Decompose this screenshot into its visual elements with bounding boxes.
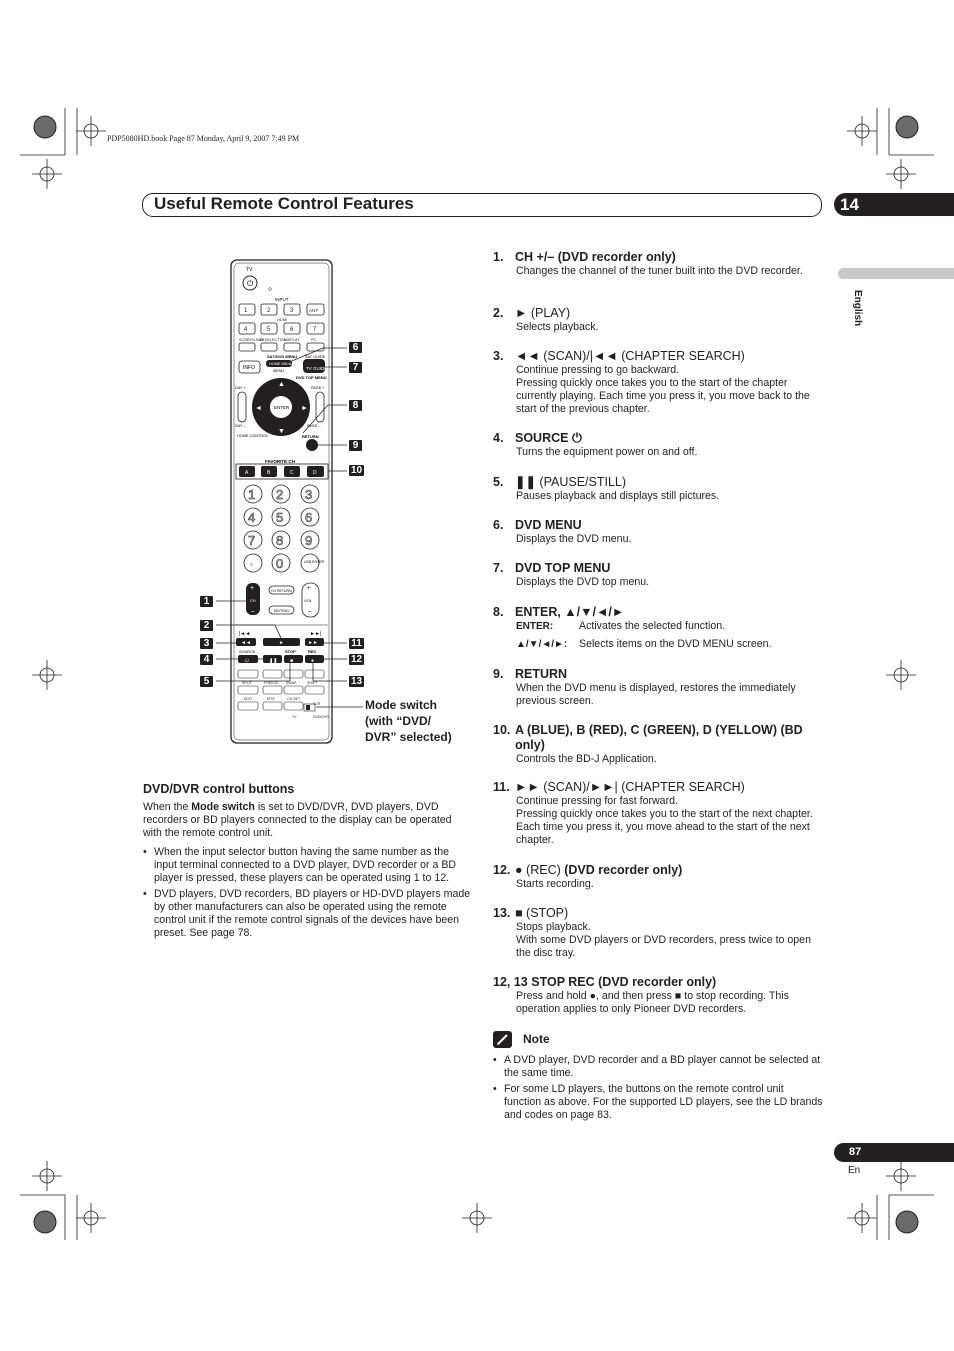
- arrow-desc: Selects items on the DVD MENU screen.: [579, 638, 772, 650]
- chapter-number: 14: [840, 195, 859, 214]
- item-title: ENTER, ▲/▼/◄/►: [515, 605, 625, 619]
- callout-1: 1: [200, 596, 213, 607]
- left-bullet: • When the input selector button having the same number as the input terminal connected to a DVD player, DVD recorder or a BD player is pressed, these players can be operated using 1 to 12.: [143, 846, 473, 885]
- remote-mts: MTS: [267, 697, 275, 701]
- callout-6: 6: [349, 342, 362, 353]
- remote-digit-4: 4: [248, 510, 256, 525]
- remote-display: DISPLAY: [284, 338, 300, 342]
- item-desc: Press and hold ●, and then press ■ to stop recording. This operation applies to only Pioneer DVD recorders.: [516, 990, 789, 1015]
- list-item: [493, 431, 825, 459]
- file-info: PDP5080HD.book Page 87 Monday, April 9, 2007 7:49 PM: [107, 134, 300, 143]
- item-number: 1.: [493, 250, 504, 264]
- item-desc: Starts recording.: [516, 878, 594, 890]
- remote-input-1: 1: [244, 308, 248, 314]
- stop-symbol: ■: [515, 906, 523, 920]
- item-desc: Selects playback.: [516, 321, 599, 333]
- remote-favorite-ch: FAVORITE CH: [265, 459, 295, 464]
- list-item: [493, 723, 825, 766]
- remote-input-2: 2: [267, 308, 271, 314]
- remote-hdmi-7: 7: [313, 327, 317, 333]
- remote-hdmi-4: 4: [244, 327, 248, 333]
- callout-7: 7: [349, 362, 362, 373]
- enter-desc: Activates the selected function.: [579, 620, 726, 632]
- item-number: 2.: [493, 306, 504, 320]
- intro-bold: Mode switch: [191, 801, 255, 813]
- item-desc: Controls the BD-J Application.: [516, 753, 657, 765]
- item-title-bold: (DVD recorder only): [564, 863, 683, 877]
- remote-enter: ENTER: [274, 405, 290, 410]
- remote-vol: VOL: [304, 598, 313, 603]
- remote-hdmi-6: 6: [290, 327, 294, 333]
- remote-usb-enter: USB ENTER: [304, 560, 325, 564]
- remote-digit-9: 9: [305, 533, 313, 548]
- svg-text:–: –: [251, 608, 255, 615]
- remote-shift: SHIFT: [307, 681, 318, 685]
- item-number: 4.: [493, 431, 504, 445]
- mode-switch-caption-line: Mode switch: [365, 698, 438, 712]
- note-label: Note: [523, 1032, 550, 1046]
- remote-input-label: INPUT: [275, 297, 289, 302]
- remote-mode-tv: TV: [292, 715, 297, 719]
- remote-swap: SWAP: [286, 681, 297, 685]
- remote-hdmi-5: 5: [267, 327, 271, 333]
- callout-3: 3: [200, 638, 213, 649]
- item-number: 5.: [493, 475, 504, 489]
- list-item: [493, 306, 825, 334]
- page-number: 87: [849, 1146, 862, 1158]
- list-item: [493, 349, 825, 416]
- item-desc: Pressing quickly once takes you to the start of the chapter currently playing. Each time you press it, you move back to the start of the previous chapter.: [516, 377, 810, 415]
- svg-text:❚❚: ❚❚: [269, 658, 278, 664]
- remote-rec: REC: [308, 649, 317, 654]
- list-item: [493, 561, 825, 589]
- language-label: English: [852, 290, 863, 327]
- remote-digit-dot: •: [250, 560, 253, 569]
- callout-9: 9: [349, 440, 362, 451]
- remote-ch-return: CH RETURN: [271, 589, 292, 593]
- remote-ch: CH: [250, 598, 256, 603]
- svg-text:▼: ▼: [278, 428, 285, 435]
- item-title: (PLAY): [527, 306, 571, 320]
- remote-sat-dvd-menu: SAT/DVD MENU: [267, 354, 298, 359]
- svg-text:+: +: [307, 586, 311, 592]
- remote-digit-7: 7: [248, 533, 256, 548]
- svg-text:◄: ◄: [255, 405, 262, 412]
- remote-av-selection: AV SELECTION: [259, 338, 287, 342]
- item-title: A (BLUE), B (RED), C (GREEN), D (YELLOW) (BD only): [515, 723, 803, 752]
- item-number: 9.: [493, 667, 504, 681]
- remote-screen-size: SCREEN SIZE: [239, 338, 265, 342]
- play-symbol: ►: [515, 306, 528, 320]
- remote-digit-3: 3: [305, 487, 313, 502]
- remote-muting: MUTING: [274, 609, 289, 613]
- remote-digit-0: 0: [276, 556, 284, 571]
- left-bullet-text: DVD players, DVD recorders, BD players or HD-DVD players made by other manufacturers can also be operated using the remote control unit if the remote control signals of the devices have been preset. See page 78.: [154, 888, 471, 939]
- list-item: [493, 863, 825, 891]
- remote-day-plus: DAY +: [235, 386, 246, 390]
- item-number: 10.: [493, 723, 511, 737]
- remote-fav-a: A: [245, 470, 249, 476]
- remote-dvd-top-menu: DVD TOP MENU: [296, 375, 327, 380]
- item-desc: When the DVD menu is displayed, restores the immediately previous screen.: [516, 682, 796, 707]
- item-desc: Changes the channel of the tuner built into the DVD recorder.: [516, 265, 803, 277]
- remote-control-illustration: [195, 255, 365, 750]
- list-item: [493, 605, 825, 651]
- svg-text:◄◄: ◄◄: [241, 640, 251, 646]
- item-desc: Turns the equipment power on and off.: [516, 446, 698, 458]
- item-desc: Displays the DVD menu.: [516, 533, 632, 545]
- remote-digit-1: 1: [248, 487, 256, 502]
- item-number: 7.: [493, 561, 504, 575]
- svg-text:▲: ▲: [278, 381, 285, 388]
- svg-text:►►: ►►: [308, 640, 318, 646]
- remote-page-minus: PAGE –: [307, 424, 321, 428]
- remote-tv-label: TV: [246, 267, 253, 273]
- rec-symbol: ●: [515, 863, 523, 877]
- remote-fav-b: B: [267, 470, 271, 476]
- remote-home-menu: HOME MENU: [269, 362, 293, 366]
- page-lang: En: [848, 1165, 861, 1176]
- list-item: [493, 475, 825, 503]
- item-title: RETURN: [515, 667, 568, 681]
- item-number: 12.: [493, 863, 511, 877]
- remote-day-minus: DAY –: [235, 424, 246, 428]
- list-item: [493, 667, 825, 708]
- callout-2: 2: [200, 620, 213, 631]
- item-number: 13.: [493, 906, 511, 920]
- note-bullet: • A DVD player, DVD recorder and a BD player cannot be selected at the same time.: [493, 1054, 823, 1080]
- svg-text:⏻: ⏻: [245, 658, 249, 664]
- callout-8: 8: [349, 400, 362, 411]
- list-item: [493, 250, 825, 278]
- section-heading: DVD/DVR control buttons: [143, 782, 295, 796]
- svg-text:●: ●: [311, 658, 315, 664]
- list-item: [493, 906, 825, 960]
- remote-menu: MENU: [273, 369, 285, 373]
- remote-fav-c: C: [290, 470, 294, 476]
- item-title: (REC): [522, 863, 565, 877]
- callout-11: 11: [349, 638, 364, 649]
- remote-digit-8: 8: [276, 533, 284, 548]
- remote-freeze: FREEZE: [264, 681, 279, 685]
- remote-split: SPLIT: [242, 681, 252, 685]
- remote-ant: ANT: [309, 308, 318, 313]
- item-title: DVD TOP MENU: [515, 561, 611, 575]
- item-desc: With some DVD players or DVD recorders, press twice to open the disc tray.: [516, 934, 811, 959]
- item-title: DVD MENU: [515, 518, 582, 532]
- svg-text:⏻: ⏻: [247, 279, 254, 288]
- callout-13: 13: [350, 676, 363, 687]
- svg-text:►: ►: [279, 640, 284, 646]
- pause-symbol: ❚❚: [515, 475, 536, 489]
- remote-page-plus: PAGE +: [311, 386, 325, 390]
- callout-4: 4: [200, 654, 213, 665]
- page-title: Useful Remote Control Features: [154, 194, 414, 213]
- remote-mode-dvd: DVD/DVR: [313, 715, 329, 719]
- enter-key: ENTER:: [516, 621, 554, 632]
- remote-info: INFO: [243, 365, 255, 371]
- callout-5: 5: [200, 676, 213, 687]
- remote-stop: STOP: [285, 649, 296, 654]
- item-desc: Stops playback.: [516, 921, 591, 933]
- remote-digit-5: 5: [276, 510, 284, 525]
- item-number: 8.: [493, 605, 504, 619]
- item-desc: Continue pressing for fast forward.: [516, 795, 678, 807]
- list-item: [493, 975, 825, 1016]
- mode-switch-caption-line: (with “DVD/: [365, 714, 431, 728]
- note-bullet: • For some LD players, the buttons on the remote control unit function as above. For the supported LD players, see the LD brands and codes on page 83.: [493, 1083, 823, 1121]
- remote-digit-6: 6: [305, 510, 313, 525]
- item-title: (SCAN)/►►| (CHAPTER SEARCH): [539, 780, 745, 794]
- remote-digit-2: 2: [276, 487, 284, 502]
- item-desc: Displays the DVD top menu.: [516, 576, 650, 588]
- list-item: [493, 780, 825, 847]
- side-tab: [838, 268, 954, 279]
- remote-edit: EDIT: [244, 697, 253, 701]
- item-title: (PAUSE/STILL): [535, 475, 627, 489]
- remote-home-control: HOME CONTROL: [237, 434, 269, 438]
- remote-input-3: 3: [290, 308, 294, 314]
- svg-text:►: ►: [301, 405, 308, 412]
- item-title: SOURCE ⏻: [515, 431, 582, 445]
- remote-sat-guide: SAT GUIDE: [305, 355, 326, 359]
- arrow-keys: ▲/▼/◄/►:: [516, 639, 568, 650]
- mode-switch-caption-line: DVR” selected): [365, 730, 452, 744]
- note-bullet-text: For some LD players, the buttons on the remote control unit function as above. For the supported LD players, see the LD brands and codes on page 83.: [504, 1083, 823, 1121]
- item-number: 3.: [493, 349, 504, 363]
- remote-pc: PC: [311, 338, 317, 342]
- intro-pre: When the: [143, 801, 192, 813]
- item-number: 11.: [493, 780, 510, 794]
- callout-10: 10: [350, 465, 363, 476]
- scan-forward-symbol: ►►: [515, 780, 540, 794]
- note-bullet-text: A DVD player, DVD recorder and a BD player cannot be selected at the same time.: [504, 1054, 821, 1079]
- item-title: CH +/– (DVD recorder only): [515, 250, 676, 264]
- remote-mode-vcr: VCR: [313, 702, 321, 706]
- pencil-icon: [493, 1031, 512, 1048]
- svg-text:►►|: ►►|: [310, 631, 322, 637]
- svg-text:+: +: [250, 585, 255, 592]
- left-bullet-text: When the input selector button having the same number as the input terminal connected to a DVD player, DVD recorder or a BD player is pressed, these players can be operated using 1 to 12.: [154, 846, 457, 884]
- scan-back-symbol: ◄◄: [515, 349, 540, 363]
- svg-text:■: ■: [290, 658, 294, 664]
- item-desc: Pressing quickly once takes you to the start of the next chapter. Each time you press it, you move ahead to the start of the next chapter.: [516, 808, 813, 846]
- intro-post: is set to DVD/DVR, DVD players, DVD recorders or BD players connected to the display can be operated with the remote control unit.: [143, 801, 452, 839]
- remote-source: SOURCE: [239, 650, 256, 654]
- item-desc: Pauses playback and displays still pictures.: [516, 490, 720, 502]
- remote-ch-set: CH SET: [287, 697, 301, 701]
- remote-hdmi-label: HDMI: [277, 317, 288, 322]
- remote-return: RETURN: [302, 434, 319, 439]
- left-bullet: • DVD players, DVD recorders, BD players or HD-DVD players made by other manufacturers can also be operated using the remote control unit if the remote control signals of the devices have been preset. See page 78.: [143, 888, 473, 940]
- list-item: [493, 518, 825, 546]
- svg-text:|◄◄: |◄◄: [239, 631, 251, 637]
- mode-switch-caption: [365, 697, 452, 745]
- svg-text:–: –: [308, 609, 312, 615]
- remote-tv-guide: TV GUIDE: [306, 366, 328, 371]
- item-number: 6.: [493, 518, 504, 532]
- item-title: (SCAN)/|◄◄ (CHAPTER SEARCH): [539, 349, 745, 363]
- item-title: (STOP): [522, 906, 569, 920]
- item-title: 12, 13 STOP REC (DVD recorder only): [493, 975, 717, 989]
- item-desc: Continue pressing to go backward.: [516, 364, 680, 376]
- intro-paragraph: [143, 801, 473, 840]
- callout-12: 12: [350, 654, 363, 665]
- remote-fav-d: D: [313, 470, 317, 476]
